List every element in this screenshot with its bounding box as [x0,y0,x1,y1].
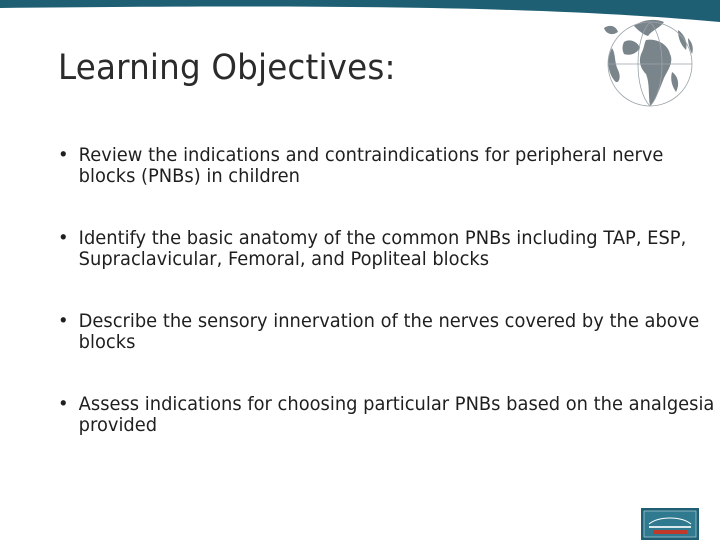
bullet-marker: • [58,393,69,415]
bullet-marker: • [58,310,69,332]
list-item [58,394,718,436]
bullet-text: Identify the basic anatomy of the common PNBs including TAP, ESP, Supraclavicular, Femoral, and Popliteal blocks [78,227,687,270]
bullet-marker: • [58,227,69,249]
organization-logo [641,508,699,540]
bullet-marker: • [58,144,69,166]
list-item [58,228,718,270]
list-item [58,145,718,187]
slide-title: Learning Objectives: [58,48,396,88]
bullet-text: Describe the sensory innervation of the nerves covered by the above blocks [78,310,700,353]
bullet-text: Assess indications for choosing particular PNBs based on the analgesia provided [78,393,715,436]
list-item [58,311,718,353]
globe-icon [594,8,706,114]
bullet-text: Review the indications and contraindications for peripheral nerve blocks (PNBs) in children [78,144,664,187]
